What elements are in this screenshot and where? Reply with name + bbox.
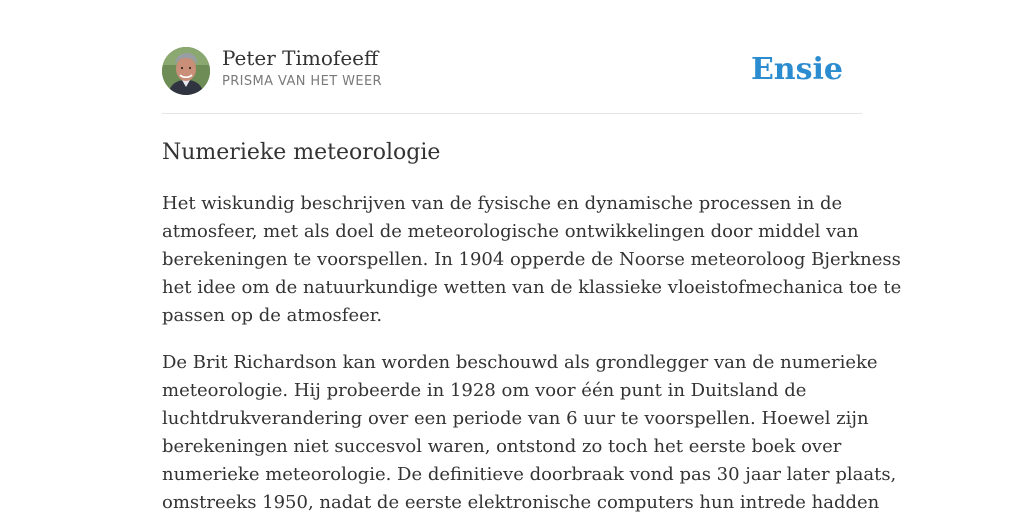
article-paragraph [162,190,902,330]
paragraph-line: berekeningen niet succesvol waren, ontstond zo toch het eerste boek over [162,436,842,457]
author-subtitle[interactable]: PRISMA VAN HET WEER [222,74,382,89]
content-column [162,0,902,512]
paragraph-line: numerieke meteorologie. De definitieve doorbraak vond pas 30 jaar later plaats, [162,464,897,485]
paragraph-line: luchtdrukverandering over een periode van 6 uur te voorspellen. Hoewel zijn [162,408,869,429]
paragraph-line: passen op de atmosfeer. [162,305,383,326]
ensie-logo[interactable]: Ensie [750,52,843,87]
paragraph-line: De Brit Richardson kan worden beschouwd als grondlegger van de numerieke [162,352,878,373]
paragraph-line: atmosfeer, met als doel de meteorologische ontwikkelingen door middel van [162,221,859,242]
paragraph-line: berekeningen te voorspellen. In 1904 opperde de Noorse meteoroloog Bjerkness [162,249,901,270]
paragraph-line: Het wiskundig beschrijven van de fysische en dynamische processen in de [162,193,843,214]
paragraph-line: meteorologie. Hij probeerde in 1928 om voor één punt in Duitsland de [162,380,807,401]
author-header [162,0,862,114]
author-avatar[interactable] [162,47,210,95]
paragraph-line: het idee om de natuurkundige wetten van de klassieke vloeistofmechanica toe te [162,277,902,298]
article-paragraph [162,349,897,512]
paragraph-line: omstreeks 1950, nadat de eerste elektronische computers hun intrede hadden [162,492,880,512]
article-title: Numerieke meteorologie [162,140,441,165]
author-name[interactable]: Peter Timofeeff [222,46,379,70]
article-body [162,190,902,512]
